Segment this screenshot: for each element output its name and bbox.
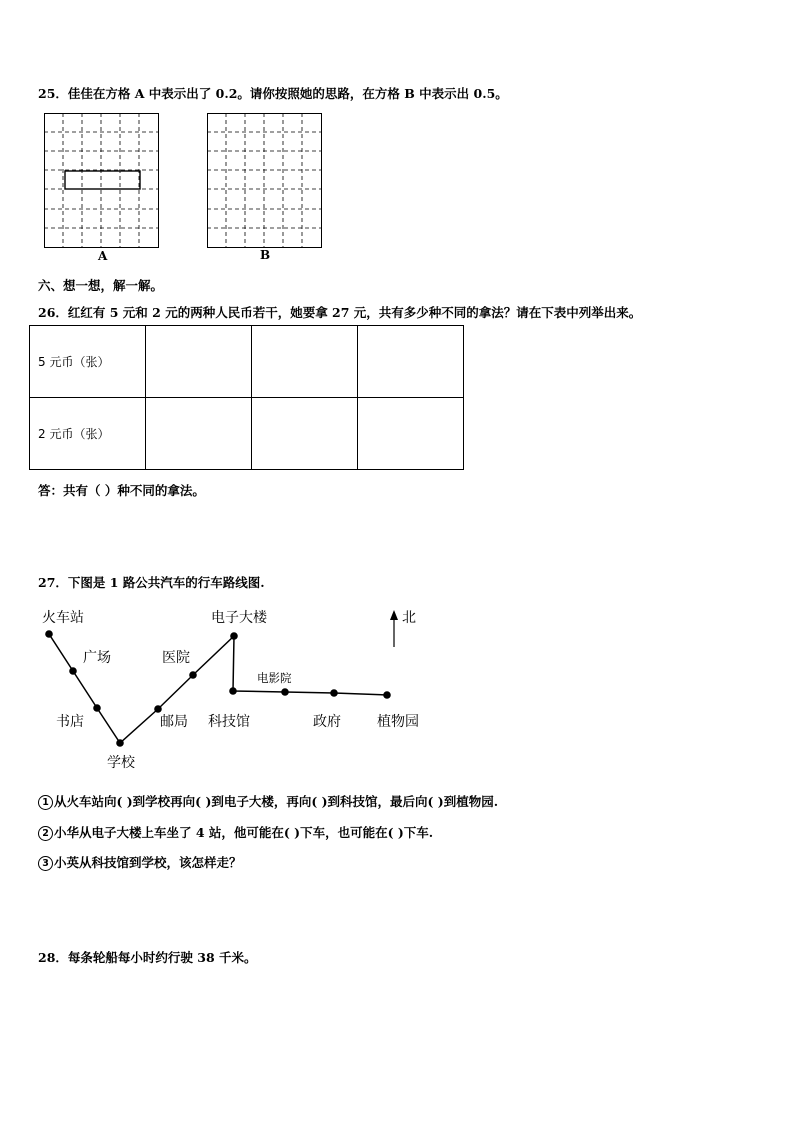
north-arrow-icon <box>390 610 398 647</box>
answer-cell[interactable] <box>358 398 464 470</box>
section-title: 六、想一想，解一解。 <box>38 278 164 293</box>
answer-cell[interactable] <box>146 398 252 470</box>
table-row <box>30 326 464 398</box>
q26-answer: 答：共有（ ）种不同的拿法。 <box>38 483 205 498</box>
q27-sub1 <box>38 792 498 810</box>
bus-route-map <box>30 600 450 780</box>
stop-shudian: 书店 <box>56 714 84 730</box>
stop-dot <box>93 704 101 712</box>
q25-text: 25．佳佳在方格 A 中表示出了 0.2。请你按照她的思路，在方格 B 中表示出 0.5。 <box>38 86 508 101</box>
stop-huochezhan: 火车站 <box>42 610 84 626</box>
stop-dot <box>45 630 53 638</box>
grid-b-label: B <box>260 248 271 262</box>
answer-cell[interactable] <box>252 398 358 470</box>
q27-sub2 <box>38 823 433 841</box>
q28-text: 28．每条轮船每小时约行驶 38 千米。 <box>38 950 257 965</box>
stop-youju: 邮局 <box>160 714 188 730</box>
q27-sub1-text: 从火车站向( )到学校再向( )到电子大楼，再向( )到科技馆，最后向( )到植物园. <box>54 794 499 809</box>
stop-guangchang: 广场 <box>83 650 111 666</box>
row2-label: 2 元币（张） <box>30 398 146 470</box>
stop-zhiwuyuan: 植物园 <box>377 714 419 730</box>
stop-dot <box>229 687 237 695</box>
q27-sub3-text: 小英从科技馆到学校，该怎样走？ <box>54 855 242 870</box>
circled-number: 2 <box>38 826 53 841</box>
stop-kejiguan: 科技馆 <box>208 714 250 730</box>
stop-dot <box>281 688 289 696</box>
grid-a-shaded-region <box>65 171 140 189</box>
stop-dianzidalou: 电子大楼 <box>211 610 267 626</box>
coin-table <box>29 325 464 470</box>
stop-dianyingyuan: 电影院 <box>257 671 292 685</box>
north-label: 北 <box>402 610 416 626</box>
grid-a-label: A <box>98 249 108 263</box>
stop-xuexiao: 学校 <box>107 755 135 771</box>
row1-label: 5 元币（张） <box>30 326 146 398</box>
grid-a <box>44 113 160 249</box>
stop-dot <box>230 632 238 640</box>
q26-text: 26．红红有 5 元和 2 元的两种人民币若干，她要拿 27 元，共有多少种不同的拿法？请在下表中列举出来。 <box>38 305 642 320</box>
circled-number: 3 <box>38 856 53 871</box>
q27-text: 27．下图是 1 路公共汽车的行车路线图. <box>38 575 265 590</box>
stop-dot <box>154 705 162 713</box>
circled-number: 1 <box>38 795 53 810</box>
stop-dot <box>116 739 124 747</box>
q27-sub3 <box>38 853 242 871</box>
answer-cell[interactable] <box>146 326 252 398</box>
q27-sub2-text: 小华从电子大楼上车坐了 4 站，他可能在( )下车，也可能在( )下车. <box>54 825 434 840</box>
stop-dot <box>189 671 197 679</box>
table-row <box>30 398 464 470</box>
stop-dot <box>330 689 338 697</box>
stop-dot <box>69 667 77 675</box>
stop-dot <box>383 691 391 699</box>
stop-zhengfu: 政府 <box>313 714 341 730</box>
stop-yiyuan: 医院 <box>162 650 190 666</box>
grid-b[interactable] <box>207 113 323 249</box>
answer-cell[interactable] <box>252 326 358 398</box>
answer-cell[interactable] <box>358 326 464 398</box>
